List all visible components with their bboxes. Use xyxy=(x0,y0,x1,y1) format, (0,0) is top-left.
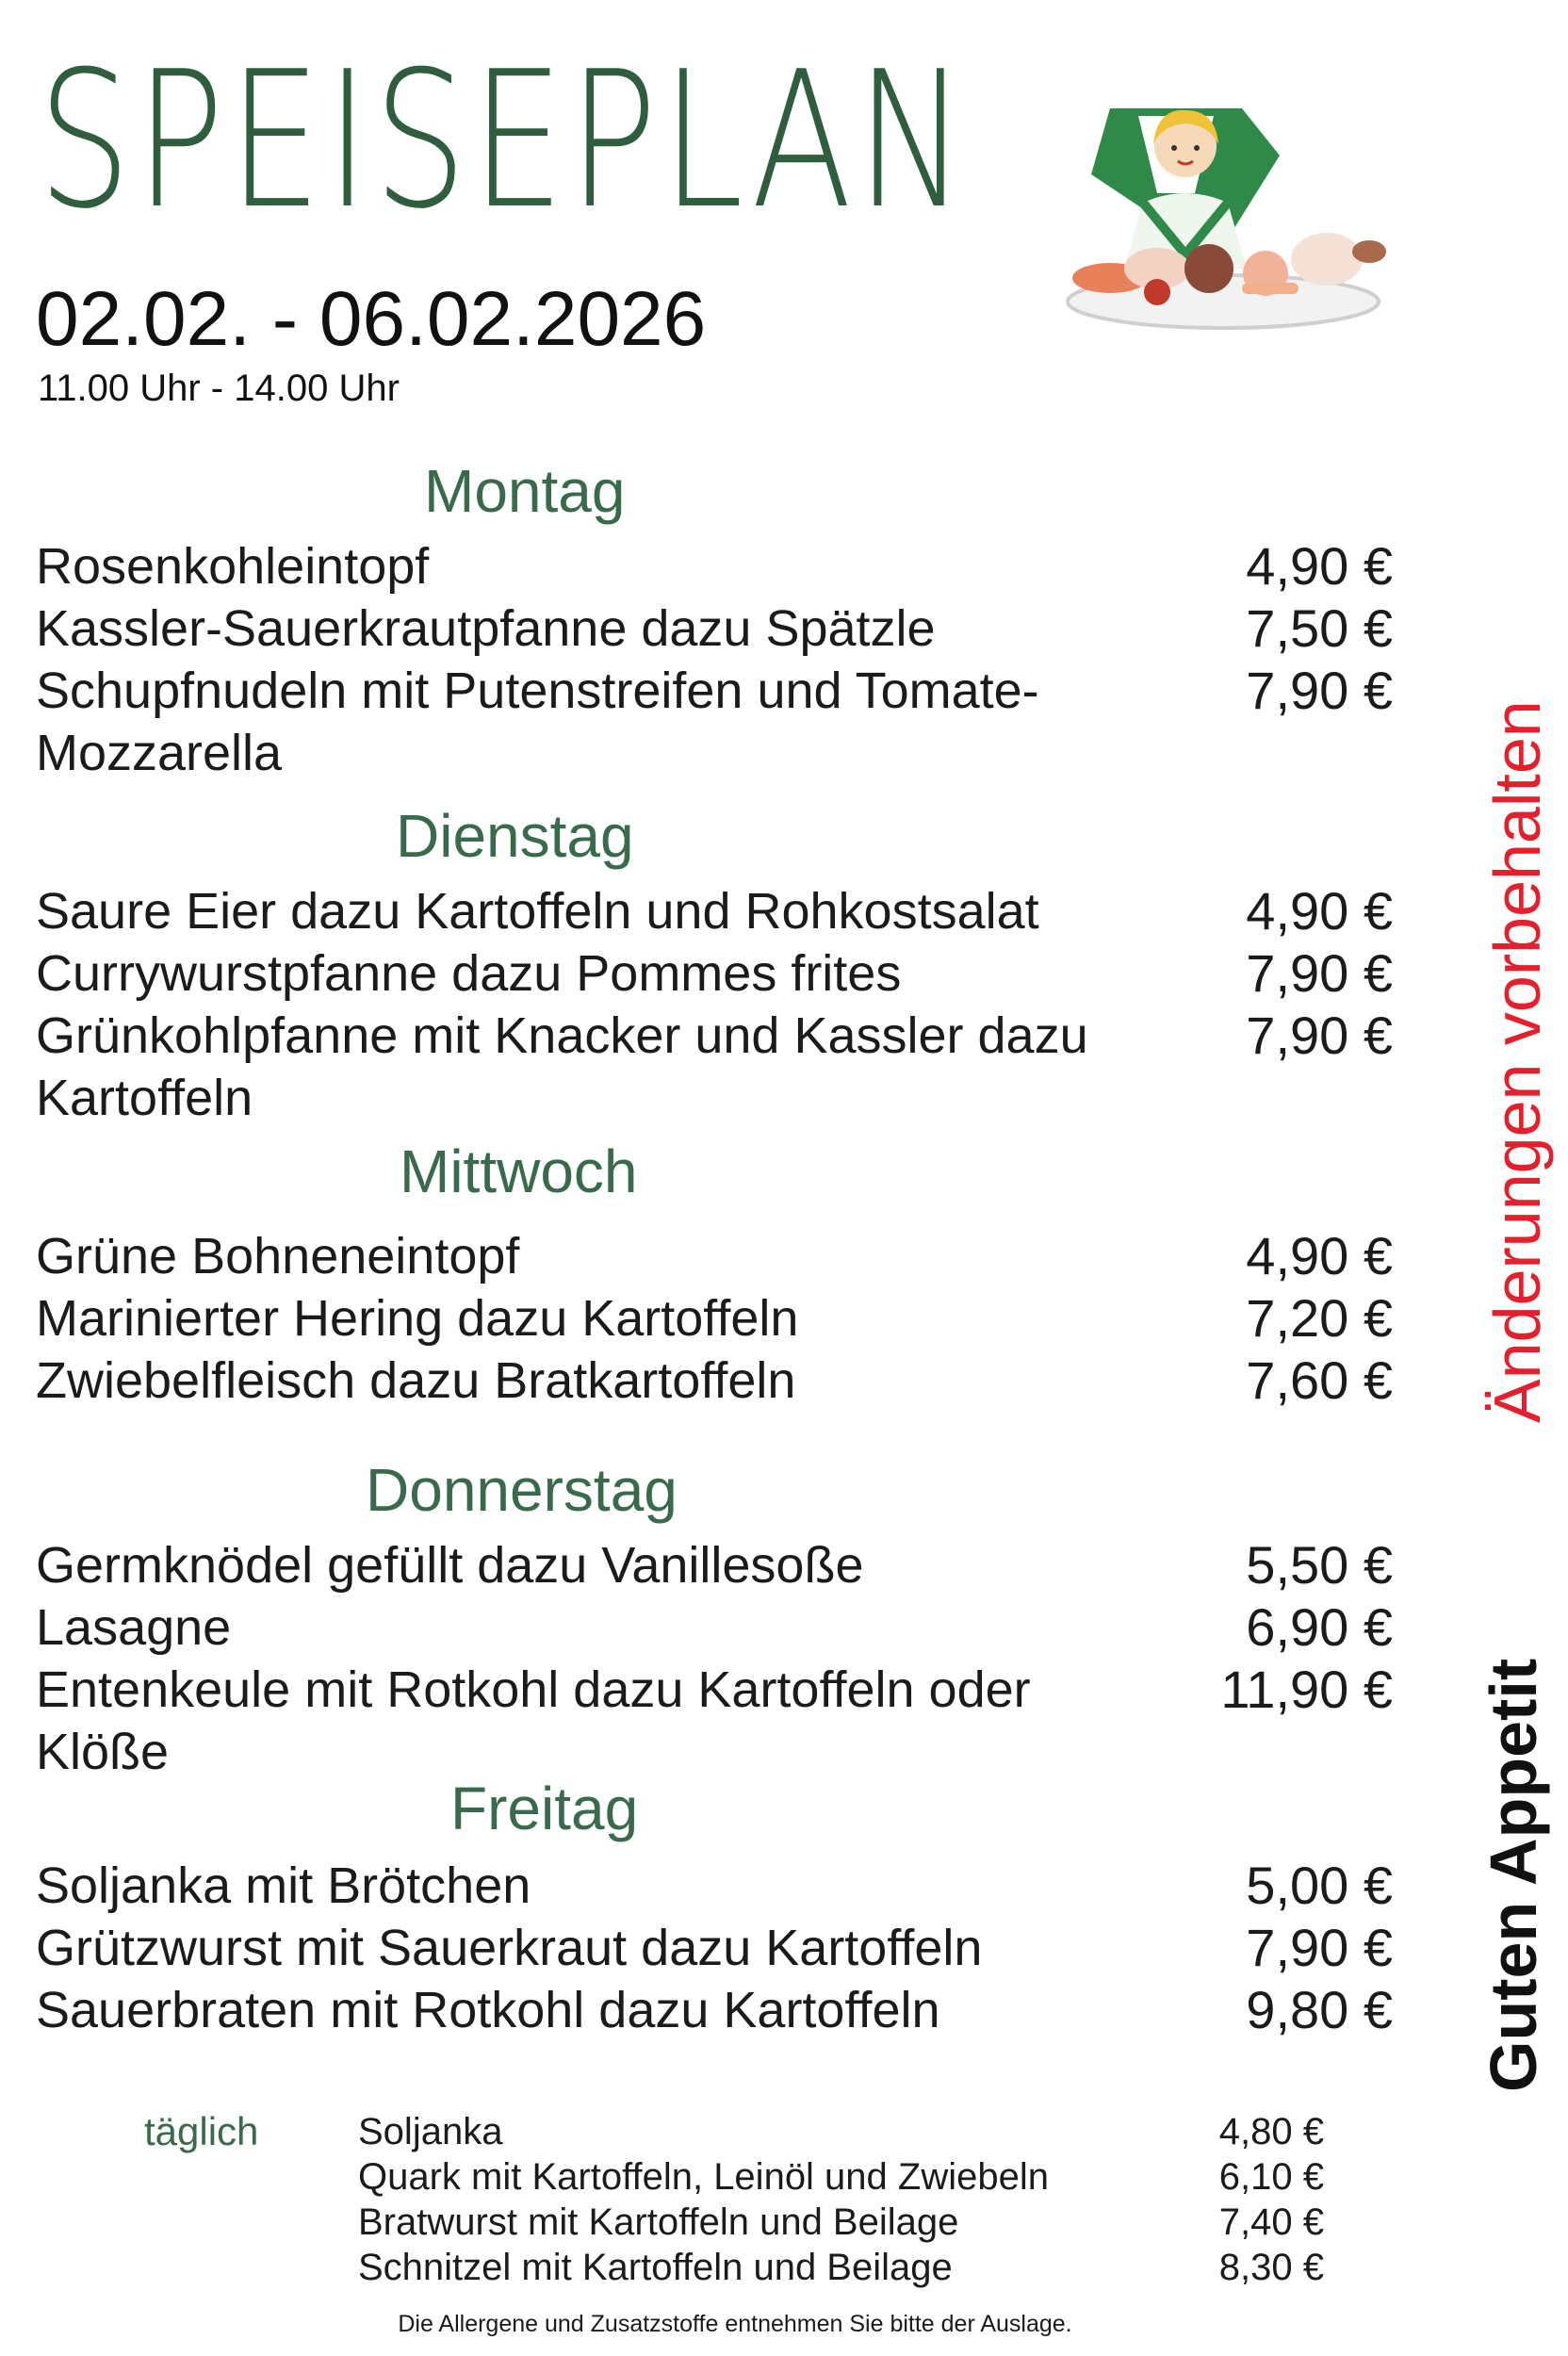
daily-item-price: 7,40 € xyxy=(1218,2201,1324,2243)
menu-item: Rosenkohleintopf xyxy=(36,538,430,595)
menu-item: Germknödel gefüllt dazu Vanillesoße xyxy=(36,1537,864,1594)
menu-item: Entenkeule mit Rotkohl dazu Kartoffeln oder xyxy=(36,1661,1031,1718)
menu-item-price: 11,90 € xyxy=(1220,1660,1393,1719)
date-range: 02.02. - 06.02.2026 xyxy=(36,276,707,362)
day-heading-mittwoch: Mittwoch xyxy=(400,1137,638,1205)
menu-item: Soljanka mit Brötchen xyxy=(36,1857,531,1914)
menu-item-price: 7,90 € xyxy=(1246,1006,1393,1065)
menu-item: Marinierter Hering dazu Kartoffeln xyxy=(36,1290,799,1347)
mascot-logo xyxy=(1054,90,1393,335)
guten-appetit-text: Guten Appetit xyxy=(1477,1658,1550,2092)
menu-item-price: 5,00 € xyxy=(1246,1856,1393,1915)
menu-item: Saure Eier dazu Kartoffeln und Rohkostsalat xyxy=(36,883,1039,940)
menu-item-price: 7,50 € xyxy=(1246,598,1393,658)
daily-label: täglich xyxy=(144,2109,259,2153)
menu-item: Grüne Bohneneintopf xyxy=(36,1228,520,1284)
menu-item: Sauerbraten mit Rotkohl dazu Kartoffeln xyxy=(36,1982,940,2038)
opening-hours: 11.00 Uhr - 14.00 Uhr xyxy=(38,368,400,409)
menu-item: Schupfnudeln mit Putenstreifen und Tomate- xyxy=(36,663,1039,719)
menu-item-price: 7,60 € xyxy=(1246,1350,1393,1410)
menu-item-price: 7,20 € xyxy=(1246,1288,1393,1348)
menu-item: Lasagne xyxy=(36,1599,232,1656)
menu-item-price: 4,90 € xyxy=(1246,1226,1393,1285)
daily-item-price: 6,10 € xyxy=(1218,2156,1324,2198)
day-heading-donnerstag: Donnerstag xyxy=(366,1456,678,1524)
daily-item-price: 4,80 € xyxy=(1218,2111,1324,2152)
menu-item-price: 4,90 € xyxy=(1246,536,1393,596)
day-heading-freitag: Freitag xyxy=(450,1775,639,1842)
day-heading-montag: Montag xyxy=(424,457,626,525)
daily-item: Schnitzel mit Kartoffeln und Beilage xyxy=(358,2247,953,2288)
daily-item: Soljanka xyxy=(358,2111,503,2152)
menu-item: Grünkohlpfanne mit Knacker und Kassler dazu xyxy=(36,1007,1088,1064)
menu-item-continuation: Kartoffeln xyxy=(36,1070,253,1126)
menu-item-continuation: Mozzarella xyxy=(36,725,283,781)
menu-item-price: 7,90 € xyxy=(1246,661,1393,720)
menu-item: Grützwurst mit Sauerkraut dazu Kartoffeln xyxy=(36,1920,983,1976)
daily-item: Bratwurst mit Kartoffeln und Beilage xyxy=(358,2201,959,2243)
menu-item-price: 7,90 € xyxy=(1246,1918,1393,1977)
menu-item-price: 5,50 € xyxy=(1246,1535,1393,1595)
allergen-footnote: Die Allergene und Zusatzstoffe entnehmen Sie bitte der Auslage. xyxy=(398,2311,1072,2337)
changes-reserved-note: Änderungen vorbehalten xyxy=(1480,700,1554,1423)
menu-item-price: 6,90 € xyxy=(1246,1597,1393,1657)
menu-item-price: 7,90 € xyxy=(1246,943,1393,1003)
menu-item: Zwiebelfleisch dazu Bratkartoffeln xyxy=(36,1352,796,1409)
menu-item-price: 9,80 € xyxy=(1246,1980,1393,2039)
page-title: SPEISEPLAN xyxy=(38,31,972,251)
daily-item: Quark mit Kartoffeln, Leinöl und Zwiebeln xyxy=(358,2156,1049,2198)
menu-item-price: 4,90 € xyxy=(1246,881,1393,941)
menu-item: Kassler-Sauerkrautpfanne dazu Spätzle xyxy=(36,600,936,657)
daily-item-price: 8,30 € xyxy=(1218,2247,1324,2288)
day-heading-dienstag: Dienstag xyxy=(396,802,634,870)
menu-item: Currywurstpfanne dazu Pommes frites xyxy=(36,945,902,1002)
menu-item-continuation: Klöße xyxy=(36,1724,170,1780)
